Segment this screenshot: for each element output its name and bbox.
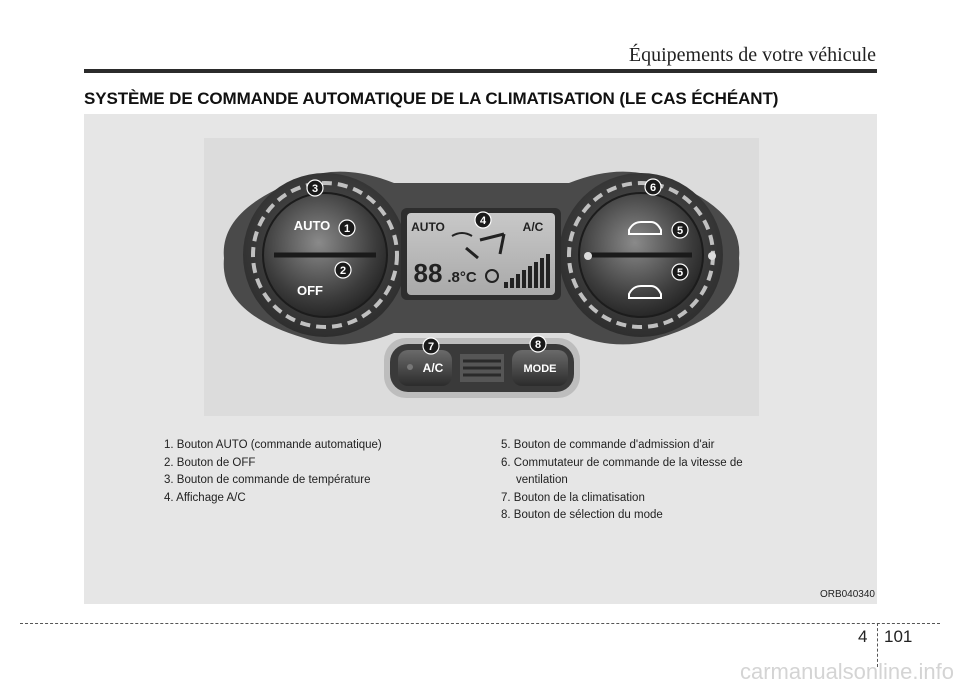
display-auto-label: AUTO — [411, 220, 445, 234]
header-rule — [84, 69, 877, 73]
temperature-knob-left[interactable] — [243, 173, 407, 337]
callout-5-lower — [672, 264, 688, 280]
svg-text:4: 4 — [479, 215, 487, 227]
svg-text:8: 8 — [534, 339, 542, 351]
legend-right-column — [501, 437, 831, 525]
svg-text:3: 3 — [311, 183, 319, 195]
ac-indicator-led — [407, 364, 413, 370]
svg-text:2: 2 — [339, 265, 347, 277]
fan-icon-right — [708, 252, 716, 260]
callout-3 — [307, 180, 323, 196]
svg-text:7: 7 — [427, 341, 435, 353]
climate-control-photo — [204, 138, 759, 416]
svg-text:5: 5 — [676, 225, 684, 237]
ac-button-label[interactable]: A/C — [422, 361, 444, 375]
legend-item-4: 4. Affichage A/C — [164, 491, 246, 504]
watermark: carmanualsonline.info — [739, 659, 954, 684]
footer-rule — [20, 623, 940, 624]
display-ac-label: A/C — [522, 220, 544, 234]
callout-7 — [423, 338, 439, 354]
mode-button-label[interactable]: MODE — [523, 363, 557, 375]
legend-left-column — [164, 437, 484, 507]
fan-speed-knob-right[interactable] — [559, 173, 723, 337]
svg-text:6: 6 — [649, 182, 657, 194]
chapter-number: 4 — [858, 627, 868, 646]
figure-reference-code: ORB040340 — [819, 589, 875, 600]
figure-panel — [84, 114, 877, 604]
legend-item-7: 7. Bouton de la climatisation — [501, 491, 645, 504]
section-title: SYSTÈME DE COMMANDE AUTOMATIQUE DE LA CLIMATISATION (LE CAS ÉCHÉANT) — [84, 89, 779, 108]
legend-item-6-continued: ventilation — [516, 474, 568, 487]
legend-item-5: 5. Bouton de commande d'admission d'air — [501, 439, 715, 451]
climate-control-illustration — [204, 138, 759, 416]
callout-4 — [475, 212, 491, 228]
legend-item-1: 1. Bouton AUTO (commande automatique) — [164, 439, 382, 451]
callout-1 — [339, 220, 355, 236]
lower-button-panel — [384, 338, 580, 398]
auto-button-label[interactable]: AUTO — [293, 218, 331, 233]
off-button-label[interactable]: OFF — [297, 283, 323, 298]
callout-5-upper — [672, 222, 688, 238]
legend-item-3: 3. Bouton de commande de température — [164, 474, 371, 487]
callout-6 — [645, 179, 661, 195]
svg-text:5: 5 — [676, 267, 684, 279]
display-temperature-unit: .8°C — [447, 269, 477, 286]
fan-icon-left — [584, 252, 592, 260]
page-number: 101 — [884, 627, 913, 646]
callout-2 — [335, 262, 351, 278]
legend-item-6: 6. Commutateur de commande de la vitesse de — [501, 456, 743, 469]
display-temperature-digits: 88 — [413, 258, 443, 288]
callout-8 — [530, 336, 546, 352]
legend-item-2: 2. Bouton de OFF — [164, 456, 256, 469]
running-header: Équipements de votre véhicule — [628, 44, 876, 66]
svg-text:1: 1 — [343, 223, 351, 235]
legend-item-8: 8. Bouton de sélection du mode — [501, 509, 663, 522]
